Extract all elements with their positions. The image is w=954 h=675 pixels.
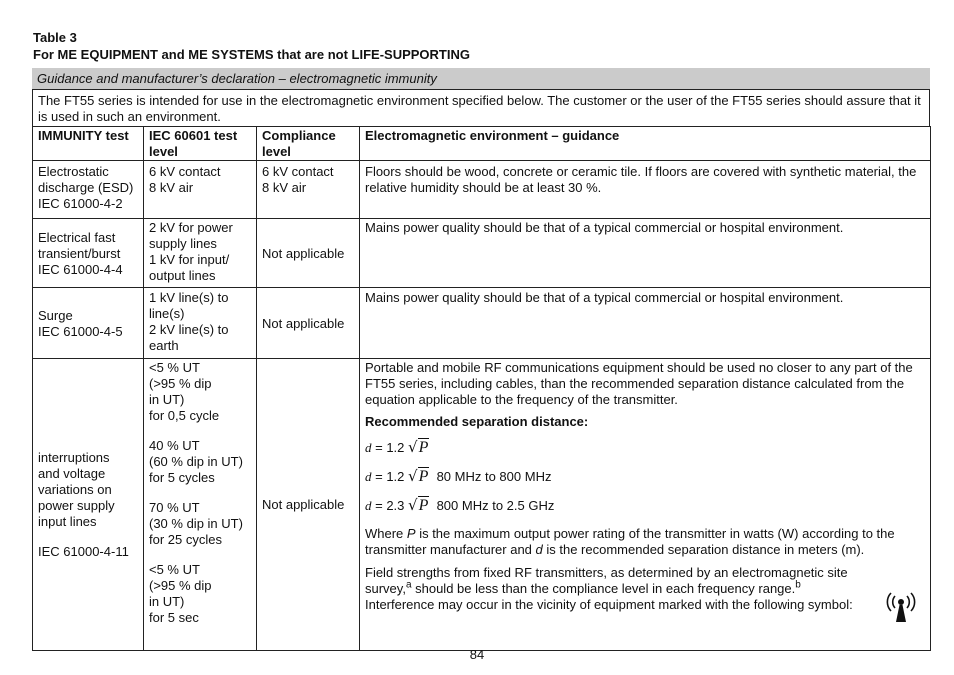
field-strength-text — [365, 565, 925, 613]
cell-guidance: Mains power quality should be that of a typical commercial or hospital environment. — [360, 219, 931, 288]
cell-spacer — [149, 548, 251, 562]
cell-line: IEC 61000-4-2 — [38, 196, 123, 211]
eq-range: 800 MHz to 2.5 GHz — [436, 498, 555, 513]
eq-radicand: P — [418, 468, 429, 485]
sqrt-icon: √ — [408, 467, 418, 485]
cell-compliance — [257, 161, 360, 219]
table-row — [33, 219, 931, 288]
page-number: 84 — [469, 647, 485, 662]
cell-level — [144, 288, 257, 359]
sqrt-icon: √ — [408, 496, 418, 514]
cell-test — [33, 219, 144, 288]
cell-line: transient/burst — [38, 245, 121, 261]
cell-line: for 5 sec — [149, 610, 199, 625]
cell-line: Electrical fast — [38, 229, 116, 245]
cell-level — [144, 161, 257, 219]
eq-text: = 1.2 — [371, 440, 408, 455]
cell-spacer — [38, 530, 138, 544]
cell-line: 6 kV contact — [262, 164, 334, 179]
table-title: For ME EQUIPMENT and ME SYSTEMS that are not LIFE-SUPPORTING — [33, 47, 470, 62]
eq-radicand: P — [418, 497, 429, 514]
recommended-distance-label: Recommended separation distance: — [365, 414, 589, 429]
cell-line: (>95 % dip — [149, 376, 212, 391]
equation-3 — [365, 497, 925, 517]
cell-guidance: Floors should be wood, concrete or ceramic tile. If floors are covered with synthetic material, the relative humidity should be at least 30 %. — [360, 161, 931, 219]
cell-guidance: Mains power quality should be that of a typical commercial or hospital environment. — [360, 288, 931, 359]
equation-1 — [365, 439, 925, 459]
cell-compliance: Not applicable — [257, 219, 360, 288]
cell-line: <5 % UT — [149, 562, 200, 577]
cell-line: supply lines — [149, 236, 217, 251]
guidance-intro: Portable and mobile RF communications equipment should be used no closer to any part of the FT55 series, including cables, than the recommended separation distance calculated from the equation applicable to the frequency of the transmitter. — [365, 360, 913, 407]
cell-line: 8 kV air — [149, 180, 194, 195]
cell-line: <5 % UT — [149, 360, 200, 375]
cell-line: Electrostatic — [38, 164, 109, 179]
cell-line: for 5 cycles — [149, 470, 215, 485]
cell-line: output lines — [149, 268, 216, 283]
cell-line: variations on — [38, 482, 112, 497]
cell-line: earth — [149, 338, 179, 353]
cell-line: IEC 61000-4-4 — [38, 261, 123, 277]
cell-spacer — [149, 486, 251, 500]
footnote-a: a — [405, 579, 412, 591]
table-label: Table 3 — [33, 30, 77, 45]
cell-test — [33, 161, 144, 219]
table-row — [33, 161, 931, 219]
cell-line: input lines — [38, 514, 97, 529]
cell-line: power supply — [38, 498, 115, 513]
field-part: Interference may occur in the vicinity of equipment marked with the following symbol: — [365, 597, 853, 612]
cell-test — [33, 359, 144, 651]
where-var: P — [406, 526, 416, 541]
where-part: Where — [365, 526, 407, 541]
footnote-b: b — [795, 579, 801, 591]
cell-level — [144, 359, 257, 651]
cell-line: 1 kV for input/ — [149, 252, 230, 267]
header-guidance: Electromagnetic environment – guidance — [360, 127, 931, 161]
cell-line: in UT) — [149, 594, 185, 609]
equation-2 — [365, 468, 925, 488]
table-row — [33, 288, 931, 359]
cell-test — [33, 288, 144, 359]
eq-var: d — [365, 498, 372, 513]
cell-line: 2 kV line(s) to — [149, 322, 229, 337]
intro-text: The FT55 series is intended for use in the electromagnetic environment specified below. The customer or the user of the FT55 series should assure that it is used in such an environment. — [32, 89, 930, 127]
cell-guidance — [360, 359, 931, 651]
header-test-level: IEC 60601 test level — [144, 127, 257, 161]
cell-line: 8 kV air — [262, 180, 307, 195]
eq-var: d — [365, 469, 372, 484]
table-row — [33, 359, 931, 651]
cell-line: 40 % UT — [149, 438, 200, 453]
eq-text: = 1.2 — [371, 469, 408, 484]
eq-radicand: P — [418, 439, 429, 456]
sqrt-icon: √ — [408, 438, 418, 456]
cell-level — [144, 219, 257, 288]
table-header-row — [33, 127, 931, 161]
immunity-table — [32, 126, 931, 651]
cell-compliance: Not applicable — [257, 359, 360, 651]
non-ionizing-radiation-icon — [884, 592, 918, 624]
cell-line: and voltage — [38, 466, 106, 481]
cell-line: line(s) — [149, 306, 185, 321]
cell-line: discharge (ESD) — [38, 180, 134, 195]
field-part: Field strengths from fixed RF transmitters, as determined by an electromagnetic site survey, — [365, 565, 848, 596]
cell-line: for 0,5 cycle — [149, 408, 220, 423]
cell-spacer — [149, 424, 251, 438]
eq-range: 80 MHz to 800 MHz — [436, 469, 552, 484]
cell-line: (30 % dip in UT) — [149, 516, 243, 531]
header-immunity-test: IMMUNITY test — [33, 127, 144, 161]
where-var: d — [535, 542, 543, 557]
section-band-title: Guidance and manufacturer’s declaration – electromagnetic immunity — [32, 68, 930, 89]
cell-compliance: Not applicable — [257, 288, 360, 359]
cell-line: for 25 cycles — [149, 532, 222, 547]
where-text — [365, 526, 925, 558]
eq-text: = 2.3 — [371, 498, 408, 513]
cell-line: IEC 61000-4-11 — [38, 544, 129, 559]
eq-var: d — [365, 440, 372, 455]
cell-line: in UT) — [149, 392, 185, 407]
cell-line: (60 % dip in UT) — [149, 454, 243, 469]
cell-line: (>95 % dip — [149, 578, 212, 593]
cell-line: 2 kV for power — [149, 220, 233, 235]
cell-line: 70 % UT — [149, 500, 200, 515]
cell-line: 1 kV line(s) to — [149, 290, 229, 305]
where-part: is the recommended separation distance in meters (m). — [542, 542, 865, 557]
cell-line: Surge — [38, 308, 73, 323]
cell-line: 6 kV contact — [149, 164, 221, 179]
field-part: should be less than the compliance level in each frequency range. — [411, 581, 796, 596]
cell-line: IEC 61000-4-5 — [38, 324, 123, 339]
cell-line: interruptions — [38, 450, 110, 465]
header-compliance-level: Compliance level — [257, 127, 360, 161]
where-part: is the maximum output power rating of the transmitter in watts (W) according to the transmitter manufacturer and — [365, 526, 895, 557]
